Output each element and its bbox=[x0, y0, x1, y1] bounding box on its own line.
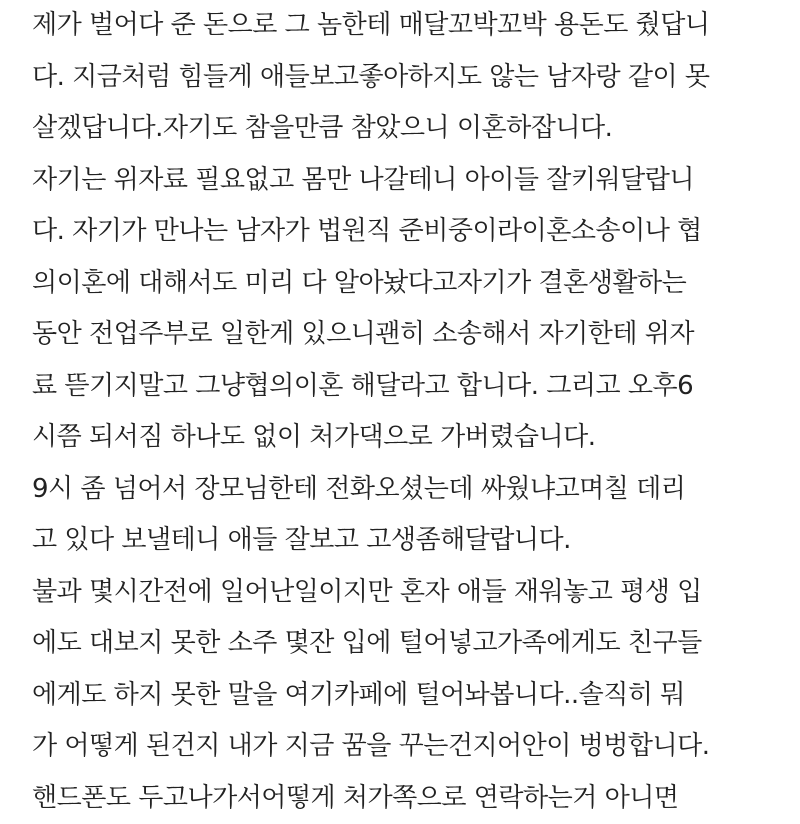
text-line: 의이혼에 대해서도 미리 다 알아놨다고자기가 결혼생활하는 bbox=[32, 258, 780, 310]
text-line: 에게도 하지 못한 말을 여기카페에 털어놔봅니다..솔직히 뭐 bbox=[32, 670, 780, 722]
text-line: 고 있다 보낼테니 애들 잘보고 고생좀해달랍니다. bbox=[32, 515, 780, 567]
text-line: 살겠답니다.자기도 참을만큼 참았으니 이혼하잡니다. bbox=[32, 103, 780, 155]
article-body bbox=[32, 0, 780, 824]
text-line: 제가 벌어다 준 돈으로 그 놈한테 매달꼬박꼬박 용돈도 줬답니 bbox=[32, 0, 780, 52]
text-line: 자기는 위자료 필요없고 몸만 나갈테니 아이들 잘키워달랍니 bbox=[32, 155, 780, 207]
text-line: 핸드폰도 두고나가서어떻게 처가쪽으로 연락하는거 아니면 bbox=[32, 773, 780, 824]
text-line: 에도 대보지 못한 소주 몇잔 입에 털어넣고가족에게도 친구들 bbox=[32, 618, 780, 670]
text-line: 료 뜯기지말고 그냥협의이혼 해달라고 합니다. 그리고 오후6 bbox=[32, 361, 780, 413]
text-line: 가 어떻게 된건지 내가 지금 꿈을 꾸는건지어안이 벙벙합니다. bbox=[32, 721, 780, 773]
text-line: 시쯤 되서짐 하나도 없이 처가댁으로 가버렸습니다. bbox=[32, 412, 780, 464]
text-line: 9시 좀 넘어서 장모님한테 전화오셨는데 싸웠냐고며칠 데리 bbox=[32, 464, 780, 516]
text-line: 다. 지금처럼 힘들게 애들보고좋아하지도 않는 남자랑 같이 못 bbox=[32, 52, 780, 104]
text-line: 다. 자기가 만나는 남자가 법원직 준비중이라이혼소송이나 협 bbox=[32, 206, 780, 258]
text-line: 동안 전업주부로 일한게 있으니괜히 소송해서 자기한테 위자 bbox=[32, 309, 780, 361]
text-line: 불과 몇시간전에 일어난일이지만 혼자 애들 재워놓고 평생 입 bbox=[32, 567, 780, 619]
